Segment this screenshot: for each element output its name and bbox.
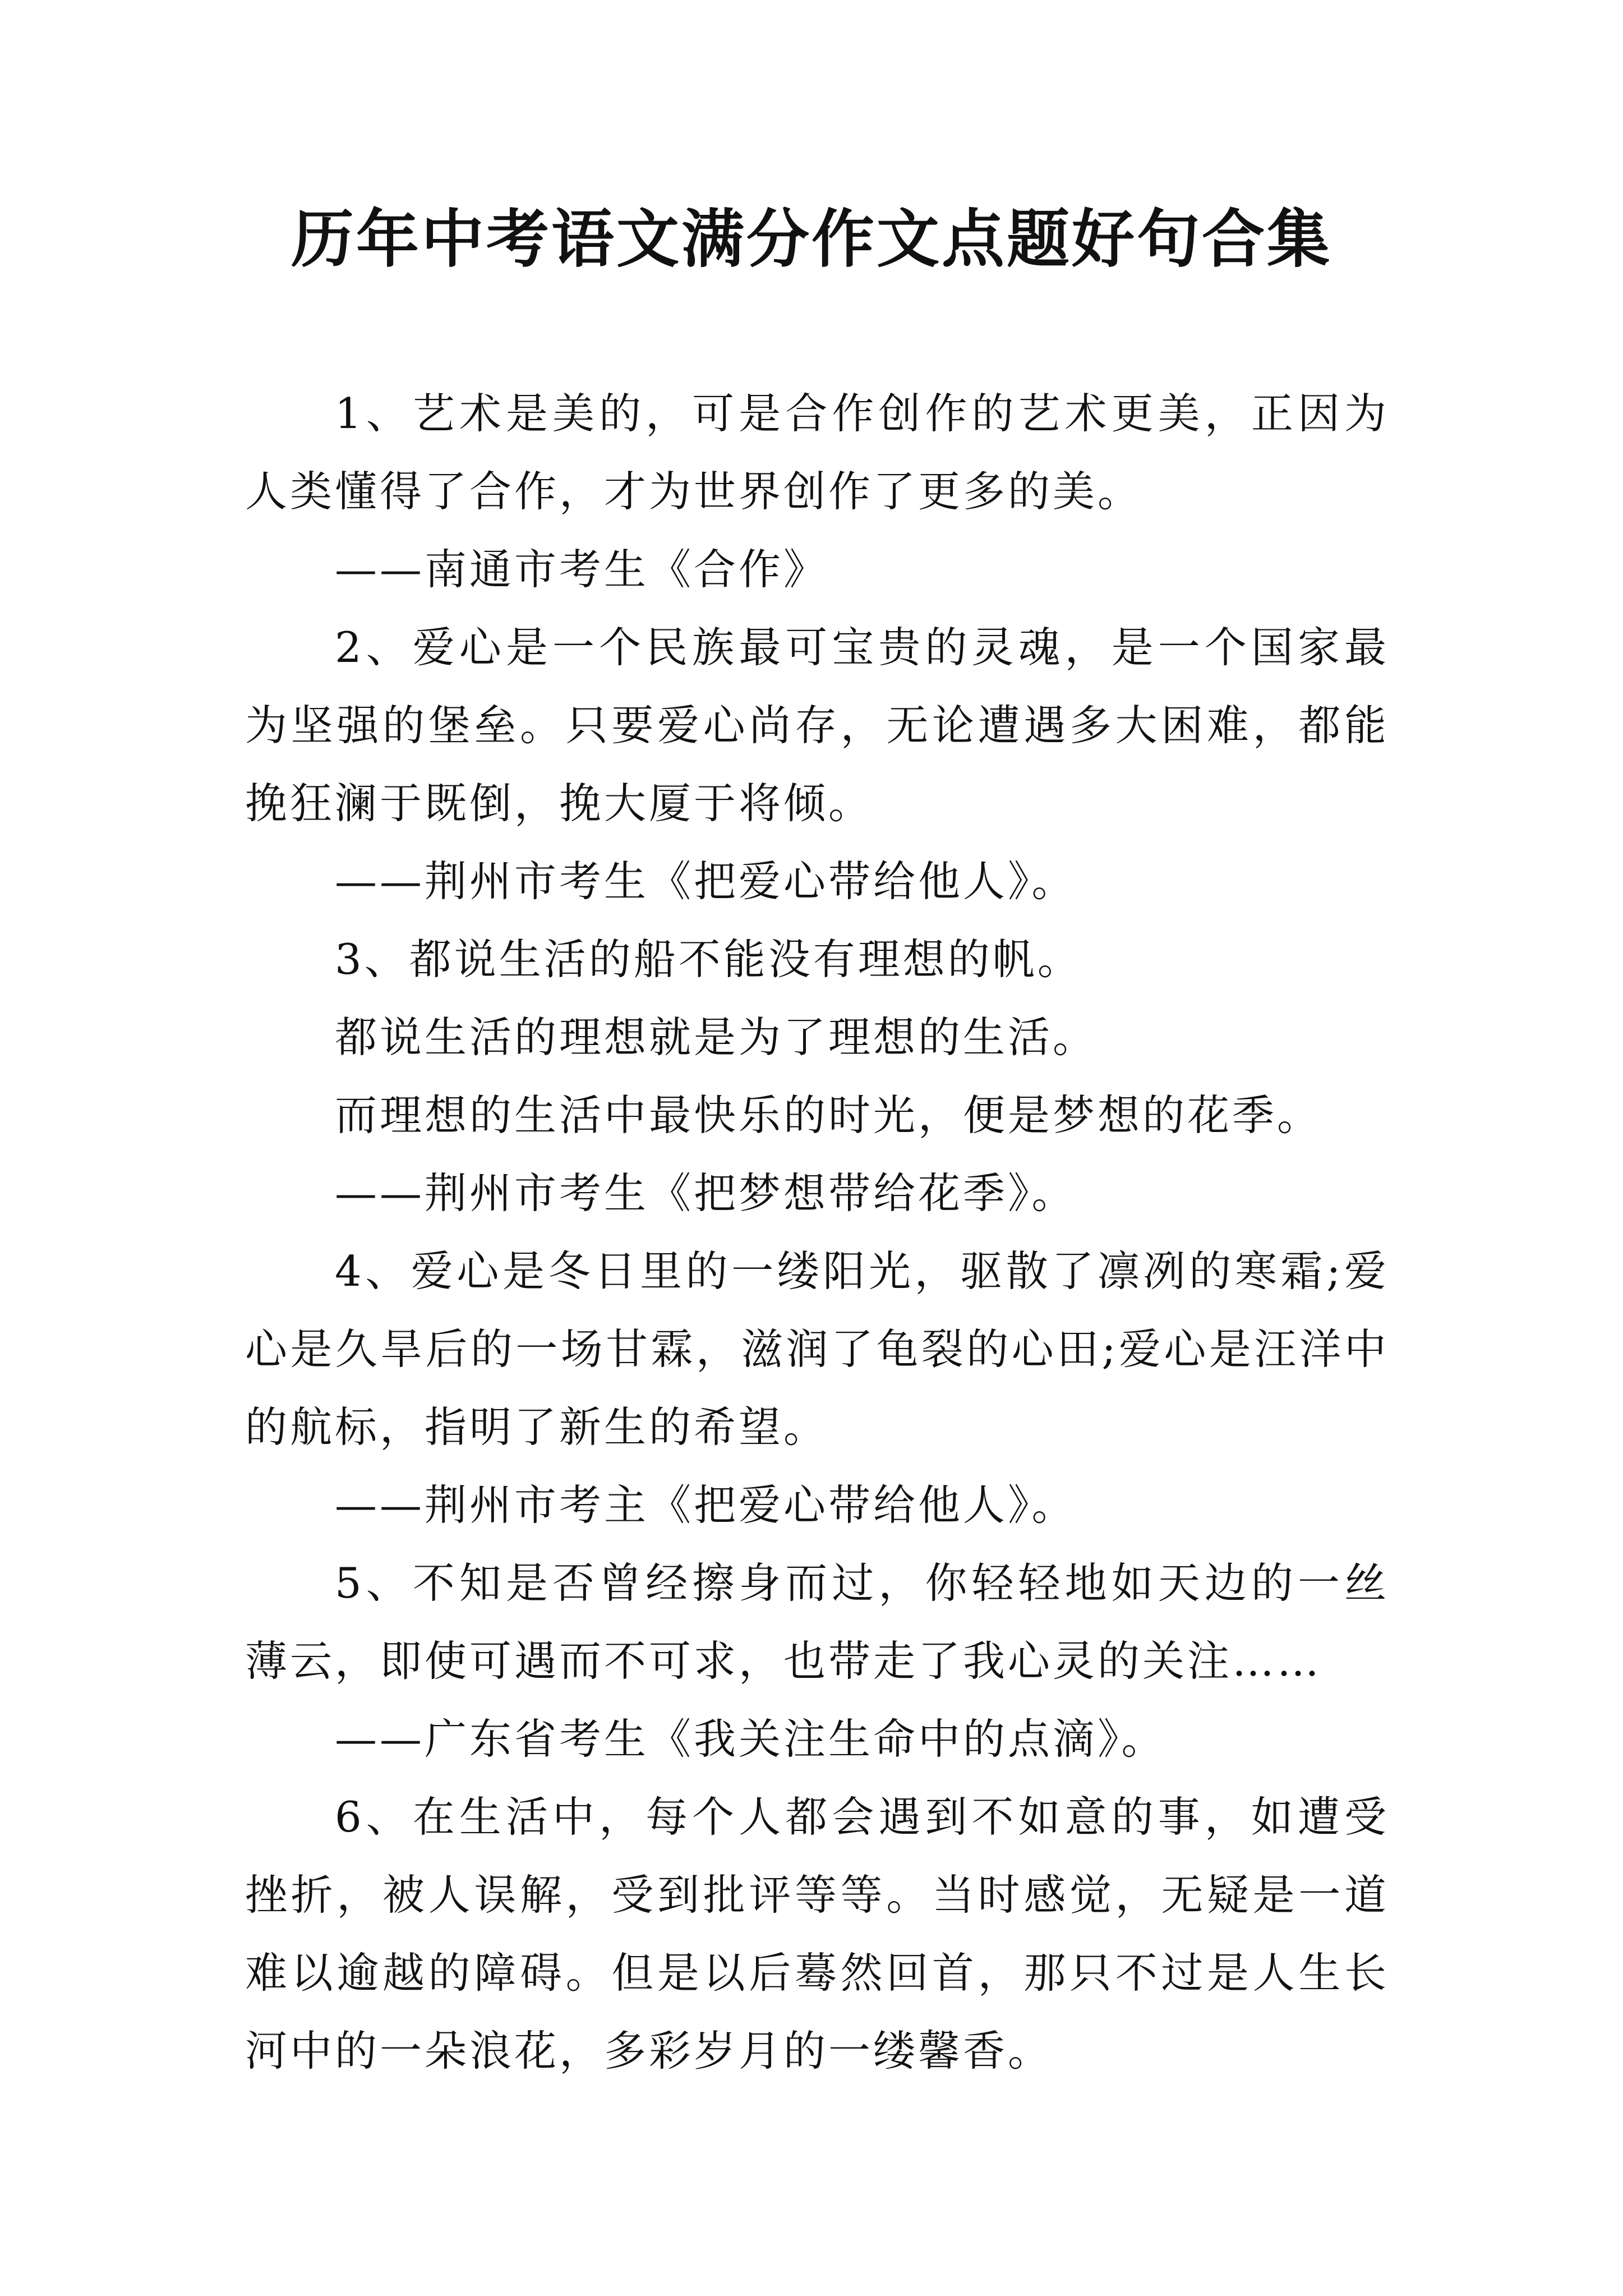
paragraph-sentence-2: 2、爱心是一个民族最可宝贵的灵魂，是一个国家最为坚强的堡垒。只要爱心尚存，无论遭遇多大困难，都能挽狂澜于既倒，挽大厦于将倾。 [245,623,1389,828]
paragraph-sentence-6: 6、在生活中，每个人都会遇到不如意的事，如遭受挫折，被人误解，受到批评等等。当时感觉，无疑是一道难以逾越的障碍。但是以后蓦然回首，那只不过是人生长河中的一朵浪花，多彩岁月的一缕馨香。 [245,1792,1389,2076]
document-title: 历年中考语文满分作文点题好句合集 [291,203,1332,276]
paragraph-sentence-4: 4、爱心是冬日里的一缕阳光，驱散了凛冽的寒霜;爱心是久旱后的一场甘霖，滋润了龟裂的心田;爱心是汪洋中的航标，指明了新生的希望。 [245,1246,1389,1452]
paragraph-sentence-3c: 而理想的生活中最快乐的时光，便是梦想的花季。 [335,1091,1322,1140]
paragraph-sentence-3a: 3、都说生活的船不能没有理想的帆。 [335,935,1082,984]
paragraph-attribution-3: ——荆州市考生《把梦想带给花季》。 [335,1168,1077,1218]
paragraph-attribution-1: ——南通市考生《合作》 [335,545,829,594]
document-body [245,375,1389,2090]
paragraph-sentence-1: 1、艺术是美的，可是合作创作的艺术更美，正因为人类懂得了合作，才为世界创作了更多的美。 [245,389,1389,516]
paragraph-attribution-2: ——荆州市考生《把爱心带给他人》。 [335,857,1077,906]
paragraph-attribution-4: ——荆州市考主《把爱心带给他人》。 [335,1480,1077,1530]
paragraph-attribution-5: ——广东省考生《我关注生命中的点滴》。 [335,1714,1166,1764]
paragraph-sentence-3b: 都说生活的理想就是为了理想的生活。 [335,1013,1098,1062]
paragraph-sentence-5: 5、不知是否曾经擦身而过，你轻轻地如天边的一丝薄云，即使可遇而不可求，也带走了我心灵的关注…… [245,1558,1389,1686]
